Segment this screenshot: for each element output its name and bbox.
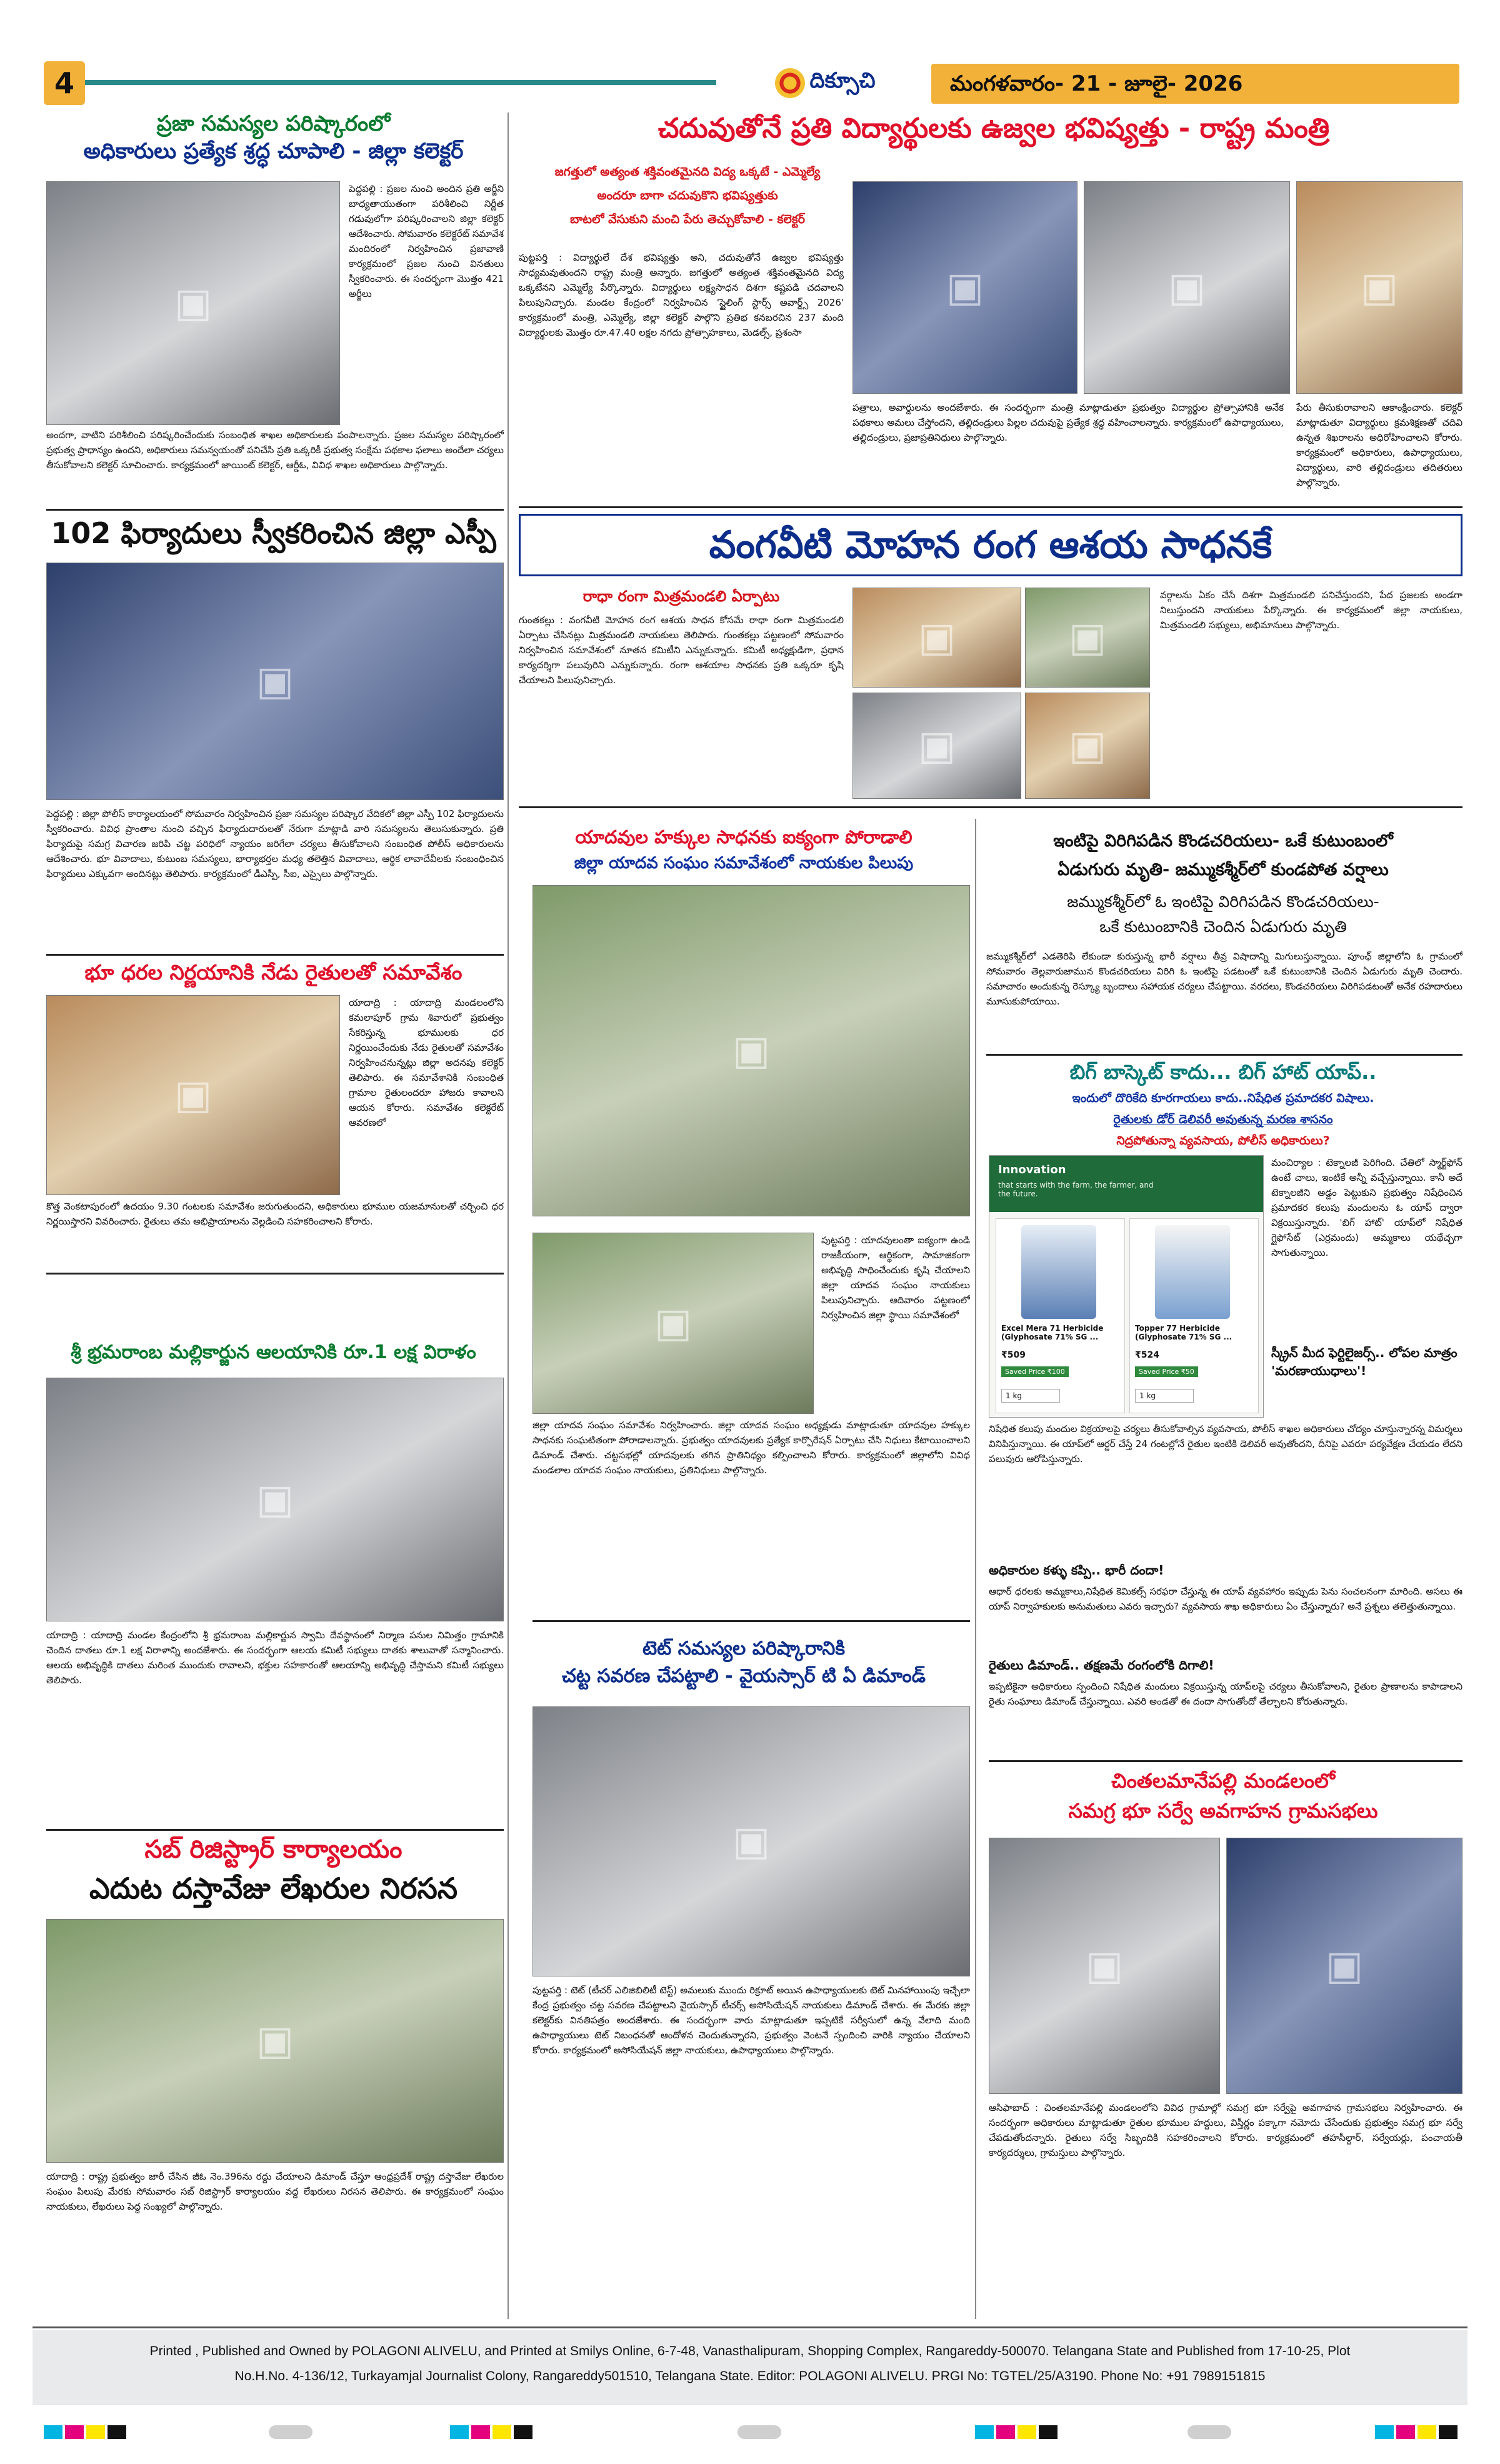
registration-swatch: [1375, 2425, 1394, 2439]
ranga-banner: వంగవీటి మోహన రంగ ఆశయ సాధనకే: [709, 523, 1272, 567]
jk-headline-2: ఏడుగురు మృతి- జమ్ముకశ్మీర్‌లో కుండపోత వర్షాలు: [1058, 860, 1389, 879]
story5-body: యాదాద్రి : రాష్ట్ర ప్రభుత్వం జారీ చేసిన జీఓ నెం.396ను రద్దు చేయాలని డిమాండ్ చేస్తూ ఆంధ్రప్రదేశ్ రాష్ట్ర దస్తావేజు లేఖరుల సంఘం పిలుపు మేరకు సోమవారం సబ్ రిజిస్ట్రార్ కార్యాలయం వద్ద లేఖరులు నిరసన తెలిపారు. ఈ కార్యక్రమంలో సంఘం నాయకులు, లేఖరులు పెద్ద సంఖ్యలో పాల్గొన్నారు.: [46, 2171, 504, 2212]
bhu-headline-1: చింతలమానేపల్లి మండలంలో: [1111, 1769, 1335, 1793]
ranga-photo-1: [852, 588, 1021, 688]
imprint-line-1: Printed , Published and Owned by POLAGONI ALIVELU, and Printed at Smilys Online, 6-7-48, Vanasthalipuram, Shopping Complex, Rangareddy-500070. Telangana State and Published from 17-10-25, Plot: [149, 2344, 1351, 2358]
column-rule-1: [508, 113, 509, 2319]
jk-headline-1: ఇంటిపై విరిగిపడిన కొండచరియలు- ఒకే కుటుంబంలో: [1053, 831, 1393, 851]
divider: [46, 1829, 504, 1831]
basket-body-side: మంచిర్యాల : టెక్నాలజీ పెరిగింది. చేతిలో స్మార్ట్‌ఫోన్ ఉంటే చాలు, ఇంటికే అన్నీ వచ్చేస్తున్నాయి. కానీ అదే టెక్నాలజీని అడ్డం పెట్టుకుని ప్రభుత్వం నిషేధించిన ప్రమాదకర కలుపు మందులను ఓ యాప్ ద్వారా విక్రయిస్తున్నారు. 'బిగ్ హాట్' యాప్‌లో నిషేధిత గ్లైఫోసేట్ (ఎర్రమందు) అమ్మకాలు యథేచ్ఛగా సాగుతున్నాయి.: [1271, 1157, 1462, 1258]
registration-swatch: [492, 2425, 511, 2439]
lead-body-3: పేరు తీసుకురావాలని ఆకాంక్షించారు. కలెక్టర్ మాట్లాడుతూ విద్యార్థులు క్రమశిక్షణతో చదివి ఉన్నత శిఖరాలను అధిరోహించాలని కోరారు. కార్యక్రమంలో అధికారులు, ఉపాధ్యాయులు, విద్యార్థులు, వారి తల్లిదండ్రులు తదితరులు పాల్గొన్నారు.: [1296, 402, 1462, 488]
basket-sub-2: రైతులకు డోర్ డెలివరీ అవుతున్న మరణ శాసనం: [1113, 1113, 1333, 1126]
footer-box: [32, 2330, 1468, 2405]
story5-headline-line2: ఎదుట దస్తావేజు లేఖరుల నిరసన: [89, 1871, 458, 1905]
story4-headline: శ్రీ భ్రమరాంబ మల్లికార్జున ఆలయానికి రూ.1 లక్ష విరాళం: [71, 1341, 476, 1363]
page-number: 4: [54, 66, 74, 100]
divider: [519, 506, 1462, 508]
basket-body-full-3: ఇప్పటికైనా అధికారులు స్పందించి నిషేధిత మందులు విక్రయిస్తున్న యాప్‌లపై చర్యలు తీసుకోవాలని, రైతుల ప్రాణాలను కాపాడాలని రైతు సంఘాలు డిమాండ్ చేస్తున్నాయి. ఎవరి అండతో ఈ దందా సాగుతోందో తేల్చాలని కోరుతున్నారు.: [989, 1681, 1462, 1707]
tet-headline-1: టెట్ సమస్యల పరిష్కారానికి: [642, 1638, 845, 1660]
product-size[interactable]: 1 kg: [1001, 1389, 1060, 1403]
product-banner: [989, 1156, 1263, 1212]
camera-icon: ▣: [1068, 723, 1107, 769]
story2-headline: 102 ఫిర్యాదులు స్వీకరించిన జిల్లా ఎస్పీ: [51, 516, 496, 550]
basket-sub-4: స్క్రీన్ మీద ఫెర్టిలైజర్స్.. లోపల మాత్రం 'మరణాయుధాలు'!: [1271, 1345, 1458, 1378]
registration-swatch: [738, 2425, 781, 2439]
date-bar: [931, 64, 1459, 104]
bhu-headline-2: సమగ్ర భూ సర్వే అవగాహన గ్రామసభలు: [1068, 1799, 1378, 1823]
divider: [46, 509, 504, 511]
story5-photo: [46, 1919, 504, 2163]
header-rule-left: [85, 80, 716, 85]
camera-icon: ▣: [174, 280, 212, 326]
bhu-photo-2: [1226, 1838, 1462, 2094]
camera-icon: ▣: [654, 1300, 692, 1346]
jk-sub-2: ఒకే కుటుంబానికి చెందిన ఏడుగురు మృతి: [1099, 918, 1347, 936]
tet-photo: [532, 1706, 970, 1976]
ranga-banner-box: [519, 514, 1462, 576]
yadava-sub: జిల్లా యాదవ సంఘం సమావేశంలో నాయకుల పిలుపు: [574, 854, 914, 873]
issue-date: మంగళవారం- 21 - జూలై- 2026: [950, 71, 1243, 96]
story3-photo: [46, 995, 340, 1195]
product-name: Topper 77 Herbicide (Glyphosate 71% SG ...: [1135, 1324, 1232, 1341]
basket-sub-6: రైతులు డిమాండ్.. తక్షణమే రంగంలోకి దిగాలి!: [989, 1658, 1214, 1673]
product-image: [1021, 1225, 1096, 1319]
ranga-photo-3: [852, 693, 1021, 799]
camera-icon: ▣: [1085, 1943, 1124, 1989]
lead-photo-2: [1084, 181, 1290, 394]
story1-headline-line2: అధికారులు ప్రత్యేక శ్రద్ధ చూపాలి - జిల్లా కలెక్టర్: [83, 139, 464, 164]
registration-swatch: [1439, 2425, 1458, 2439]
masthead-title: దిక్సూచి: [809, 68, 876, 93]
footer-rule: [32, 2326, 1468, 2328]
camera-icon: ▣: [256, 1476, 294, 1523]
bhu-body: ఆసిఫాబాద్ : చింతలమానేపల్లి మండలంలోని వివిధ గ్రామాల్లో సమగ్ర భూ సర్వేపై అవగాహన గ్రామసభలు నిర్వహించారు. ఈ సందర్భంగా అధికారులు మాట్లాడుతూ రైతుల భూముల హద్దులు, విస్తీర్ణం పక్కాగా నమోదు చేసేందుకు ప్రభుత్వం సమగ్ర భూ సర్వే చేపడుతోందన్నారు. రైతులు సర్వే సిబ్బందికి సహకరించాలని కోరారు. కార్యక్రమంలో తహసీల్దార్, సర్వేయర్లు, పంచాయతీ కార్యదర్శులు, గ్రామస్తులు పాల్గొన్నారు.: [989, 2102, 1462, 2158]
registration-swatch: [1418, 2425, 1436, 2439]
ranga-photo-2: [1025, 588, 1150, 688]
product-card[interactable]: [1129, 1218, 1259, 1413]
story3-body-side: యాదాద్రి : యాదాద్రి మండలంలోని కమలాపూర్ గ్రామ శివారులో ప్రభుత్వం సేకరిస్తున్న భూములకు ధర నిర్ణయించేందుకు నేడు రైతులతో సమావేశం నిర్వహించనున్నట్లు జిల్లా అదనపు కలెక్టర్ తెలిపారు. ఈ సమావేశానికి సంబంధిత గ్రామాల రైతులందరూ హాజరు కావాలని ఆయన కోరారు. సమావేశం కలెక్టరేట్ ఆవరణలో: [349, 997, 504, 1128]
story3-headline: భూ ధరల నిర్ణయానికి నేడు రైతులతో సమావేశం: [84, 960, 462, 984]
lead-headline: చదువుతోనే ప్రతి విద్యార్థులకు ఉజ్వల భవిష్యత్తు - రాష్ట్ర మంత్రి: [658, 113, 1330, 144]
divider: [532, 1620, 970, 1622]
product-banner-tagline: that starts with the farm, the farmer, and the future.: [998, 1181, 1154, 1198]
tet-body: పుట్టపర్తి : టెట్ (టీచర్ ఎలిజిబిలిటీ టెస్ట్) అమలుకు ముందు రిక్రూట్ అయిన ఉపాధ్యాయులకు టెట్ మినహాయింపు ఇచ్చేలా కేంద్ర ప్రభుత్వం చట్ట సవరణ చేపట్టాలని వైయస్సార్ టీచర్స్ అసోసియేషన్ నాయకులు డిమాండ్ చేశారు. ఈ మేరకు జిల్లా కలెక్టర్‌కు వినతిపత్రం అందజేశారు. ఈ సందర్భంగా వారు మాట్లాడుతూ ఇప్పటికే సర్వీసులో ఉన్న వేలాది మంది ఉపాధ్యాయులు టెట్ నిబంధనతో ఆందోళన చెందుతున్నారని, ప్రభుత్వం వెంటనే స్పందించి వారికి న్యాయం చేయాలని కోరారు. కార్యక్రమంలో అసోసియేషన్ జిల్లా నాయకులు, ఉపాధ్యాయులు పాల్గొన్నారు.: [532, 1985, 970, 2056]
story1-headline-line1: ప్రజా సమస్యల పరిష్కారంలో: [156, 111, 391, 136]
tet-headline-2: చట్ట సవరణ చేపట్టాలి - వైయస్సార్ టి ఏ డిమాండ్: [562, 1665, 926, 1687]
basket-sub-3: నిద్రపోతున్నా వ్యవసాయ, పోలీస్ అధికారులు?: [1116, 1134, 1330, 1148]
basket-sub-5: అధికారుల కళ్ళు కప్పి.. భారీ దందా!: [989, 1563, 1164, 1578]
product-size[interactable]: 1 kg: [1135, 1389, 1194, 1403]
registration-swatch: [44, 2425, 62, 2439]
yadava-photo-1: [532, 885, 970, 1216]
column-rule-2: [975, 819, 976, 2319]
product-saving: Saved Price ₹100: [1001, 1366, 1069, 1377]
story1-photo: [46, 181, 340, 425]
camera-icon: ▣: [1360, 264, 1399, 311]
ranga-body-1: గుంతకల్లు : వంగవీటి మోహన రంగ ఆశయ సాధన కోసమే రాధా రంగా మిత్రమండలి ఏర్పాటు చేసినట్లు మిత్రమండలి నాయకులు తెలిపారు. గుంతకల్లు పట్టణంలో సోమవారం నిర్వహించిన సమావేశంలో నూతన కమిటీని ఎన్నుకున్నారు. కమిటీ అధ్యక్షుడిగా, ప్రధాన కార్యదర్శిగా పలువురిని ఎన్నుకున్నారు. రంగా ఆశయాల సాధనకు ప్రతి ఒక్కరూ కృషి చేయాలని పిలుపునిచ్చారు.: [519, 614, 844, 686]
story5-headline-line1: సబ్ రిజిస్ట్రార్ కార్యాలయం: [144, 1835, 402, 1864]
lead-photo-1: [852, 181, 1078, 394]
compass-icon: [775, 68, 805, 98]
camera-icon: ▣: [1168, 264, 1206, 311]
jk-sub-1: జమ్ముకశ్మీర్‌లో ఓ ఇంటిపై విరిగిపడిన కొండచరియలు-: [1067, 893, 1379, 911]
product-card[interactable]: [996, 1218, 1125, 1413]
bhu-photo-1: [989, 1838, 1220, 2094]
lead-sub1: జగత్తులో అత్యంత శక్తివంతమైనది విద్య ఒక్కటే - ఎమ్మెల్యే: [554, 165, 821, 179]
story1-body-side: పెద్దపల్లి : ప్రజల నుంచి అందిన ప్రతి అర్జీని బాధ్యతాయుతంగా పరిశీలించి నిర్ణీత గడువులోగా పరిష్కరించాలని జిల్లా కలెక్టర్ ఆదేశించారు. సోమవారం కలెక్టరేట్ సమావేశ మందిరంలో నిర్వహించిన ప్రజావాణి కార్యక్రమంలో ప్రజల నుంచి వినతులు స్వీకరించారు. ఈ సందర్భంగా మొత్తం 421 అర్జీలు: [349, 183, 504, 299]
masthead: [738, 63, 912, 104]
product-image: [1155, 1225, 1230, 1319]
basket-sub-1: ఇందులో దొరికేది కూరగాయలు కాదు..నిషేధిత ప్రమాదకర విషాలు.: [1072, 1091, 1374, 1105]
registration-swatch: [1018, 2425, 1036, 2439]
imprint-line-2: No.H.No. 4-136/12, Turkayamjal Journalist Colony, Rangareddy501510, Telangana State. Editor: POLAGONI ALIVELU. PRGI No: TGTEL/25/A3190. Phone No: +91 7989151815: [234, 2369, 1266, 2383]
registration-swatch: [65, 2425, 84, 2439]
yadava-body-full: జిల్లా యాదవ సంఘం సమావేశం నిర్వహించారు. జిల్లా యాదవ సంఘం అధ్యక్షుడు మాట్లాడుతూ యాదవుల హక్కుల సాధనకు సంఘటితంగా పోరాడాలన్నారు. ప్రభుత్వం యాదవులకు ప్రత్యేక కార్పొరేషన్ ఏర్పాటు చేసి నిధులు కేటాయించాలని డిమాండ్ చేశారు. చట్టసభల్లో యాదవులకు తగిన ప్రాతినిధ్యం కల్పించాలని కోరారు. కార్యక్రమంలో జిల్లాలోని వివిధ మండలాల యాదవ సంఘం నాయకులు, ప్రతినిధులు పాల్గొన్నారు.: [532, 1420, 970, 1476]
divider: [986, 1054, 1462, 1056]
story2-photo: [46, 563, 504, 800]
basket-headline: బిగ్ బాస్కెట్ కాదు... బిగ్ హాట్ యాప్..: [1069, 1060, 1377, 1084]
registration-swatch: [514, 2425, 532, 2439]
camera-icon: ▣: [918, 614, 956, 661]
registration-swatch: [269, 2425, 312, 2439]
ranga-photo-4: [1025, 693, 1150, 799]
lead-sub3: బాటలో వేసుకుని మంచి పేరు తెచ్చుకోవాలి - కలెక్టర్: [569, 213, 806, 226]
product-name: Excel Mera 71 Herbicide (Glyphosate 71% SG ...: [1001, 1324, 1104, 1341]
yadava-headline: యాదవుల హక్కుల సాధనకు ఐక్యంగా పోరాడాలి: [575, 826, 912, 848]
camera-icon: ▣: [732, 1818, 771, 1865]
divider: [46, 954, 504, 956]
registration-swatch: [450, 2425, 469, 2439]
product-price: ₹509: [1001, 1350, 1026, 1360]
registration-swatch: [1188, 2425, 1231, 2439]
product-price: ₹524: [1135, 1350, 1159, 1360]
camera-icon: ▣: [946, 264, 984, 311]
camera-icon: ▣: [918, 723, 956, 769]
registration-swatch: [108, 2425, 126, 2439]
divider: [46, 1273, 504, 1275]
basket-body-full-2: ఆధార్ ధరలకు అమ్మకాలు,నిషేధిత కెమికల్స్ సరఫరా చేస్తున్న ఈ యాప్ వ్యవహారం ఇప్పుడు పెను సంచలనంగా మారింది. అసలు ఈ యాప్ నిర్వాహకులకు అనుమతులు ఎవరు ఇచ్చారు? వ్యవసాయ శాఖ అధికారులు ఏం చేస్తున్నారు? అనే ప్రశ్నలు తలెత్తుతున్నాయి.: [989, 1586, 1462, 1612]
camera-icon: ▣: [256, 2018, 294, 2064]
divider: [519, 806, 1462, 808]
registration-swatch: [1396, 2425, 1415, 2439]
camera-icon: ▣: [732, 1028, 771, 1074]
product-banner-title: Innovation: [998, 1163, 1066, 1176]
registration-swatch: [996, 2425, 1015, 2439]
ranga-body-2: వర్గాలను ఏకం చేసే దిశగా మిత్రమండలి పనిచేస్తుందని, పేద ప్రజలకు అండగా నిలుస్తుందని నాయకులు పేర్కొన్నారు. ఈ కార్యక్రమంలో జిల్లా నాయకులు, మిత్రమండలి సభ్యులు, అభిమానులు పాల్గొన్నారు.: [1160, 589, 1462, 631]
basket-body-full: నిషేధిత కలుపు మందుల విక్రయాలపై చర్యలు తీసుకోవాల్సిన వ్యవసాయ, పోలీస్ శాఖల అధికారులు చోద్యం చూస్తున్నారన్న విమర్శలు వినిపిస్తున్నాయి. ఈ యాప్‌లో ఆర్డర్ చేస్తే 24 గంటల్లోనే రైతుల ఇంటికి డెలివరీ అవుతోందని, దీనిపై ఎవరూ పర్యవేక్షణ చేయడం లేదని పలువురు ఆరోపిస్తున్నారు.: [989, 1423, 1462, 1465]
registration-swatch: [975, 2425, 994, 2439]
story3-body-full: కొత్త వెంకటాపురంలో ఉదయం 9.30 గంటలకు సమావేశం జరుగుతుందని, అధికారులు భూముల యజమానులతో చర్చించి ధర నిర్ణయిస్తారని వివరించారు. రైతులు తమ అభిప్రాయాలను వెల్లడించి సహకరించాలని కోరారు.: [46, 1201, 504, 1227]
product-screenshot: [989, 1155, 1264, 1418]
registration-swatch: [471, 2425, 490, 2439]
divider: [989, 1760, 1462, 1762]
lead-sub2: అందరూ బాగా చదువుకొని భవిష్యత్తుకు: [597, 189, 778, 203]
story4-body: యాదాద్రి : యాదాద్రి మండల కేంద్రంలోని శ్రీ భ్రమరాంబ మల్లికార్జున స్వామి దేవస్థానంలో నిర్మాణ పనుల నిమిత్తం గ్రామానికి చెందిన దాతలు రూ.1 లక్ష విరాళాన్ని అందజేశారు. ఈ సందర్భంగా ఆలయ కమిటీ సభ్యులు దాతకు శాలువాతో సన్మానించారు. ఆలయ అభివృద్ధికి దాతలు మరింత ముందుకు రావాలని, భక్తుల సహకారంతో ఆలయాన్ని అభివృద్ధి చేస్తామని కమిటీ సభ్యులు తెలిపారు.: [46, 1630, 504, 1686]
registration-swatch: [86, 2425, 105, 2439]
jk-body: జమ్ముకశ్మీర్‌లో ఎడతెరిపి లేకుండా కురుస్తున్న భారీ వర్షాలు తీవ్ర విషాదాన్ని మిగులుస్తున్నాయి. పూంఛ్ జిల్లాలోని ఓ గ్రామంలో సోమవారం తెల్లవారుజామున కొండచరియలు విరిగి ఓ ఇంటిపై పడటంతో ఒకే కుటుంబానికి చెందిన ఏడుగురు మృతి చెందారు. సమాచారం అందుకున్న రెస్క్యూ బృందాలు సహాయక చర్యలు చేపట్టాయి. వరదలు, కొండచరియలు విరిగిపడటంతో అనేక రహదారులు మూసుకుపోయాయి.: [986, 951, 1462, 1007]
camera-icon: ▣: [174, 1072, 212, 1118]
camera-icon: ▣: [1068, 614, 1107, 661]
story4-photo: [46, 1378, 504, 1621]
product-saving: Saved Price ₹50: [1135, 1366, 1198, 1377]
lead-body-2: పత్రాలు, అవార్డులను అందజేశారు. ఈ సందర్భంగా మంత్రి మాట్లాడుతూ ప్రభుత్వం విద్యార్థుల ప్రోత్సాహానికి అనేక పథకాలు అమలు చేస్తోందని, తల్లిదండ్రులు పిల్లల చదువుపై ప్రత్యేక శ్రద్ధ వహించాలన్నారు. కార్యక్రమంలో ఉపాధ్యాయులు, తల్లిదండ్రులు, ప్రజాప్రతినిధులు పాల్గొన్నారు.: [852, 402, 1284, 443]
ranga-sub: రాధా రంగా మిత్రమండలి ఏర్పాటు: [582, 588, 780, 605]
yadava-photo-2: [532, 1233, 814, 1414]
story2-body: పెద్దపల్లి : జిల్లా పోలీస్ కార్యాలయంలో సోమవారం నిర్వహించిన ప్రజా సమస్యల పరిష్కార వేదికలో జిల్లా ఎస్పీ 102 ఫిర్యాదులను స్వీకరించారు. వివిధ ప్రాంతాల నుంచి వచ్చిన ఫిర్యాదుదారులతో నేరుగా మాట్లాడి వారి సమస్యలను తెలుసుకున్నారు. ప్రతి ఫిర్యాదుపై సమగ్ర విచారణ జరిపి చట్ట పరిధిలో న్యాయం జరిగేలా చర్యలు తీసుకోవాలని సంబంధిత పోలీస్ అధికారులను ఆదేశించారు. భూ వివాదాలు, కుటుంబ సమస్యలు, భార్యాభర్తల మధ్య తలెత్తిన వివాదాలు, ఆర్థిక లావాదేవీలకు సంబంధించిన ఫిర్యాదులు ఎక్కువగా అందినట్లు తెలిపారు. కార్యక్రమంలో డీఎస్పీ, సీఐ, ఎస్సైలు పాల్గొన్నారు.: [46, 808, 504, 879]
yadava-body-side: పుట్టపర్తి : యాదవులంతా ఐక్యంగా ఉండి రాజకీయంగా, ఆర్థికంగా, సామాజికంగా అభివృద్ధి సాధించేందుకు కృషి చేయాలని జిల్లా యాదవ సంఘం నాయకులు పిలుపునిచ్చారు. ఆదివారం పట్టణంలో నిర్వహించిన జిల్లా స్థాయి సమావేశంలో: [821, 1235, 970, 1321]
camera-icon: ▣: [1325, 1943, 1364, 1989]
camera-icon: ▣: [256, 658, 294, 704]
lead-photo-3: [1296, 181, 1462, 394]
page-number-box: [44, 61, 85, 105]
story1-body-full: అందగా, వాటిని పరిశీలించి పరిష్కరించేందుకు సంబంధిత శాఖల అధికారులకు పంపాలన్నారు. ప్రజల సమస్యల పరిష్కారంలో ప్రభుత్వ ప్రాధాన్యం ఉందని, అధికారులు సమన్వయంతో పనిచేసి ప్రతి ఒక్కరికీ ప్రభుత్వ సంక్షేమ పథకాల ఫలాలు అందేలా చర్యలు తీసుకోవాలని కలెక్టర్ సూచించారు. కార్యక్రమంలో జాయింట్ కలెక్టర్, ఆర్డీఓ, వివిధ శాఖల అధికారులు పాల్గొన్నారు.: [46, 429, 504, 471]
lead-body-1: పుట్టపర్తి : విద్యార్థులే దేశ భవిష్యత్తు అని, చదువుతోనే ఉజ్వల భవిష్యత్తు సాధ్యమవుతుందని రాష్ట్ర మంత్రి అన్నారు. జగత్తులో అత్యంత శక్తివంతమైనది విద్య ఒక్కటేనని ఎమ్మెల్యే పేర్కొన్నారు. విద్యార్థులు లక్ష్యసాధన దిశగా కష్టపడి చదవాలని పిలుపునిచ్చారు. మండల కేంద్రంలో నిర్వహించిన 'స్టైలింగ్ స్టార్స్ అవార్డ్స్ 2026' కార్యక్రమంలో మంత్రి, ఎమ్మెల్యే, జిల్లా కలెక్టర్ పాల్గొని ప్రతిభ కనబరచిన 237 మంది విద్యార్థులకు మొత్తం రూ.47.40 లక్షల నగదు ప్రోత్సాహకాలు, మెడల్స్, ప్రశంసా: [519, 252, 844, 338]
registration-swatch: [1039, 2425, 1058, 2439]
